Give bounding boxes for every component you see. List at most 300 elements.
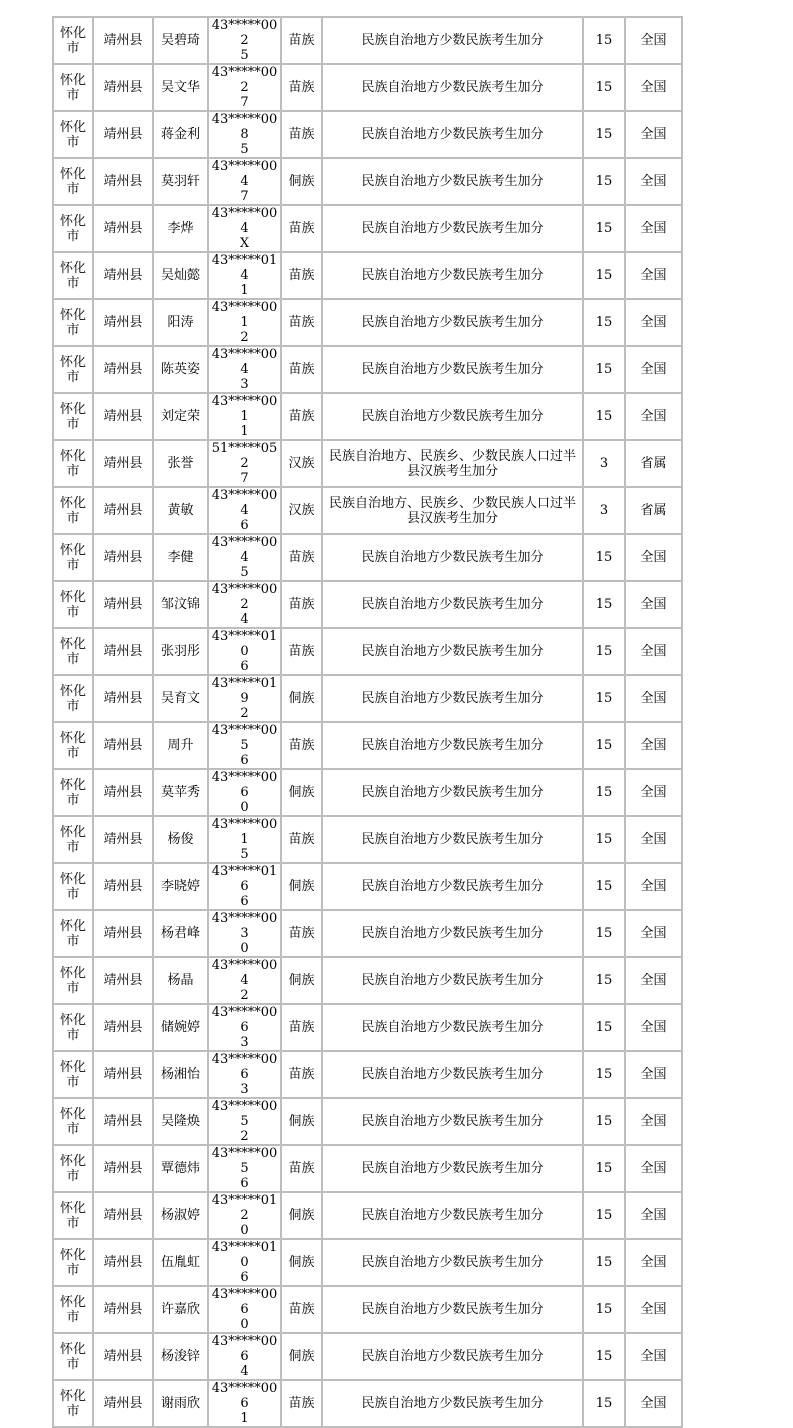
bonus-item-cell: 民族自治地方少数民族考生加分 bbox=[323, 1146, 582, 1191]
city-cell: 怀化市 bbox=[54, 206, 92, 251]
city-cell: 怀化市 bbox=[54, 1146, 92, 1191]
id-number-cell bbox=[209, 347, 280, 392]
ethnicity-cell: 苗族 bbox=[282, 1381, 321, 1426]
id-number-top: 43*****019 bbox=[211, 676, 278, 706]
id-number-bottom: 6 bbox=[240, 1176, 249, 1191]
scope-cell: 全国 bbox=[626, 1334, 681, 1379]
id-number-top: 43*****005 bbox=[211, 1146, 278, 1176]
ethnicity-cell: 苗族 bbox=[282, 1005, 321, 1050]
scope-cell: 全国 bbox=[626, 1099, 681, 1144]
city-cell: 怀化市 bbox=[54, 441, 92, 486]
county-cell: 靖州县 bbox=[94, 1287, 152, 1332]
table-row bbox=[54, 864, 681, 909]
id-number-top: 43*****002 bbox=[211, 18, 278, 48]
table-row bbox=[54, 65, 681, 110]
bonus-item-cell: 民族自治地方少数民族考生加分 bbox=[323, 817, 582, 862]
city-cell: 怀化市 bbox=[54, 1005, 92, 1050]
id-number-cell bbox=[209, 864, 280, 909]
bonus-points-cell: 15 bbox=[584, 253, 624, 298]
county-cell: 靖州县 bbox=[94, 488, 152, 533]
bonus-points-cell: 15 bbox=[584, 1099, 624, 1144]
ethnicity-cell: 侗族 bbox=[282, 1193, 321, 1238]
id-number-bottom: 6 bbox=[240, 1270, 249, 1285]
city-cell: 怀化市 bbox=[54, 864, 92, 909]
table-row bbox=[54, 300, 681, 345]
bonus-item-cell: 民族自治地方少数民族考生加分 bbox=[323, 65, 582, 110]
id-number-top: 43*****008 bbox=[211, 112, 278, 142]
id-number-top: 43*****004 bbox=[211, 159, 278, 189]
id-number-bottom: 7 bbox=[240, 95, 249, 110]
name-cell: 伍胤虹 bbox=[154, 1240, 207, 1285]
scope-cell: 全国 bbox=[626, 159, 681, 204]
county-cell: 靖州县 bbox=[94, 1005, 152, 1050]
city-cell: 怀化市 bbox=[54, 911, 92, 956]
county-cell: 靖州县 bbox=[94, 206, 152, 251]
id-number-cell bbox=[209, 1005, 280, 1050]
bonus-item-cell: 民族自治地方少数民族考生加分 bbox=[323, 112, 582, 157]
name-cell: 吴文华 bbox=[154, 65, 207, 110]
id-number-cell bbox=[209, 112, 280, 157]
bonus-item-cell: 民族自治地方少数民族考生加分 bbox=[323, 206, 582, 251]
county-cell: 靖州县 bbox=[94, 300, 152, 345]
table-row bbox=[54, 958, 681, 1003]
bonus-points-cell: 15 bbox=[584, 582, 624, 627]
county-cell: 靖州县 bbox=[94, 629, 152, 674]
scope-cell: 全国 bbox=[626, 1052, 681, 1097]
name-cell: 李晓婷 bbox=[154, 864, 207, 909]
id-number-cell bbox=[209, 1146, 280, 1191]
bonus-points-cell: 15 bbox=[584, 1193, 624, 1238]
name-cell: 谢雨欣 bbox=[154, 1381, 207, 1426]
table-row bbox=[54, 441, 681, 486]
id-number-cell bbox=[209, 1052, 280, 1097]
id-number-bottom: 5 bbox=[240, 565, 249, 580]
city-cell: 怀化市 bbox=[54, 629, 92, 674]
bonus-points-cell: 15 bbox=[584, 18, 624, 63]
id-number-cell bbox=[209, 770, 280, 815]
table-row bbox=[54, 770, 681, 815]
bonus-item-cell: 民族自治地方少数民族考生加分 bbox=[323, 535, 582, 580]
table-row bbox=[54, 18, 681, 63]
ethnicity-cell: 苗族 bbox=[282, 112, 321, 157]
city-cell: 怀化市 bbox=[54, 770, 92, 815]
bonus-points-cell: 15 bbox=[584, 1005, 624, 1050]
scope-cell: 全国 bbox=[626, 1005, 681, 1050]
name-cell: 杨君峰 bbox=[154, 911, 207, 956]
scope-cell: 全国 bbox=[626, 770, 681, 815]
ethnicity-cell: 侗族 bbox=[282, 1334, 321, 1379]
id-number-cell bbox=[209, 629, 280, 674]
scope-cell: 全国 bbox=[626, 629, 681, 674]
id-number-cell bbox=[209, 1381, 280, 1426]
id-number-top: 43*****003 bbox=[211, 911, 278, 941]
id-number-top: 43*****005 bbox=[211, 723, 278, 753]
bonus-points-cell: 15 bbox=[584, 911, 624, 956]
id-number-bottom: 5 bbox=[240, 48, 249, 63]
id-number-cell bbox=[209, 394, 280, 439]
id-number-bottom: 6 bbox=[240, 753, 249, 768]
county-cell: 靖州县 bbox=[94, 864, 152, 909]
id-number-top: 43*****010 bbox=[211, 629, 278, 659]
bonus-item-cell: 民族自治地方少数民族考生加分 bbox=[323, 394, 582, 439]
scope-cell: 全国 bbox=[626, 347, 681, 392]
id-number-bottom: 2 bbox=[240, 330, 249, 345]
bonus-points-cell: 15 bbox=[584, 676, 624, 721]
county-cell: 靖州县 bbox=[94, 1334, 152, 1379]
id-number-top: 43*****006 bbox=[211, 1005, 278, 1035]
id-number-cell bbox=[209, 253, 280, 298]
city-cell: 怀化市 bbox=[54, 1334, 92, 1379]
bonus-item-cell: 民族自治地方少数民族考生加分 bbox=[323, 1287, 582, 1332]
bonus-points-cell: 15 bbox=[584, 1146, 624, 1191]
name-cell: 黄敏 bbox=[154, 488, 207, 533]
id-number-bottom: 5 bbox=[240, 142, 249, 157]
city-cell: 怀化市 bbox=[54, 535, 92, 580]
bonus-item-cell: 民族自治地方少数民族考生加分 bbox=[323, 629, 582, 674]
name-cell: 莫苹秀 bbox=[154, 770, 207, 815]
name-cell: 邹汶锦 bbox=[154, 582, 207, 627]
table-row bbox=[54, 535, 681, 580]
id-number-bottom: 0 bbox=[240, 1317, 249, 1332]
city-cell: 怀化市 bbox=[54, 582, 92, 627]
name-cell: 周升 bbox=[154, 723, 207, 768]
id-number-top: 43*****004 bbox=[211, 958, 278, 988]
county-cell: 靖州县 bbox=[94, 1193, 152, 1238]
county-cell: 靖州县 bbox=[94, 441, 152, 486]
ethnicity-cell: 苗族 bbox=[282, 253, 321, 298]
ethnicity-cell: 侗族 bbox=[282, 676, 321, 721]
id-number-bottom: X bbox=[239, 236, 250, 251]
id-number-bottom: 1 bbox=[240, 283, 249, 298]
id-number-cell bbox=[209, 582, 280, 627]
id-number-bottom: 1 bbox=[240, 1411, 249, 1426]
ethnicity-cell: 苗族 bbox=[282, 582, 321, 627]
ethnicity-cell: 汉族 bbox=[282, 488, 321, 533]
scope-cell: 全国 bbox=[626, 253, 681, 298]
county-cell: 靖州县 bbox=[94, 112, 152, 157]
bonus-points-cell: 15 bbox=[584, 1240, 624, 1285]
id-number-bottom: 6 bbox=[240, 518, 249, 533]
name-cell: 吴灿懿 bbox=[154, 253, 207, 298]
county-cell: 靖州县 bbox=[94, 18, 152, 63]
id-number-bottom: 4 bbox=[240, 1364, 249, 1379]
table-row bbox=[54, 1240, 681, 1285]
ethnicity-cell: 苗族 bbox=[282, 65, 321, 110]
ethnicity-cell: 苗族 bbox=[282, 206, 321, 251]
scope-cell: 全国 bbox=[626, 1240, 681, 1285]
city-cell: 怀化市 bbox=[54, 723, 92, 768]
table-row bbox=[54, 112, 681, 157]
city-cell: 怀化市 bbox=[54, 1240, 92, 1285]
name-cell: 刘定荣 bbox=[154, 394, 207, 439]
scope-cell: 全国 bbox=[626, 535, 681, 580]
bonus-points-cell: 15 bbox=[584, 394, 624, 439]
id-number-top: 43*****016 bbox=[211, 864, 278, 894]
county-cell: 靖州县 bbox=[94, 723, 152, 768]
table-row bbox=[54, 1381, 681, 1426]
name-cell: 陈英姿 bbox=[154, 347, 207, 392]
id-number-bottom: 0 bbox=[240, 941, 249, 956]
bonus-points-cell: 15 bbox=[584, 300, 624, 345]
city-cell: 怀化市 bbox=[54, 253, 92, 298]
county-cell: 靖州县 bbox=[94, 676, 152, 721]
table-row bbox=[54, 1146, 681, 1191]
bonus-item-cell: 民族自治地方、民族乡、少数民族人口过半县汉族考生加分 bbox=[323, 441, 582, 486]
id-number-bottom: 2 bbox=[240, 706, 249, 721]
bonus-points-cell: 15 bbox=[584, 770, 624, 815]
county-cell: 靖州县 bbox=[94, 394, 152, 439]
id-number-bottom: 2 bbox=[240, 1129, 249, 1144]
id-number-cell bbox=[209, 1334, 280, 1379]
id-number-bottom: 4 bbox=[240, 612, 249, 627]
id-number-bottom: 6 bbox=[240, 894, 249, 909]
ethnicity-cell: 苗族 bbox=[282, 394, 321, 439]
id-number-cell bbox=[209, 441, 280, 486]
scope-cell: 省属 bbox=[626, 441, 681, 486]
county-cell: 靖州县 bbox=[94, 535, 152, 580]
table-row bbox=[54, 206, 681, 251]
bonus-points-table bbox=[52, 16, 683, 1428]
id-number-bottom: 5 bbox=[240, 847, 249, 862]
scope-cell: 全国 bbox=[626, 817, 681, 862]
ethnicity-cell: 苗族 bbox=[282, 300, 321, 345]
table-row bbox=[54, 1287, 681, 1332]
id-number-top: 43*****006 bbox=[211, 1052, 278, 1082]
bonus-item-cell: 民族自治地方少数民族考生加分 bbox=[323, 958, 582, 1003]
table-row bbox=[54, 488, 681, 533]
ethnicity-cell: 苗族 bbox=[282, 723, 321, 768]
id-number-top: 43*****010 bbox=[211, 1240, 278, 1270]
bonus-item-cell: 民族自治地方少数民族考生加分 bbox=[323, 1052, 582, 1097]
id-number-cell bbox=[209, 300, 280, 345]
id-number-bottom: 2 bbox=[240, 988, 249, 1003]
bonus-item-cell: 民族自治地方少数民族考生加分 bbox=[323, 159, 582, 204]
bonus-points-table-wrapper bbox=[52, 16, 683, 1428]
name-cell: 覃德炜 bbox=[154, 1146, 207, 1191]
bonus-points-cell: 15 bbox=[584, 864, 624, 909]
bonus-points-cell: 15 bbox=[584, 206, 624, 251]
bonus-item-cell: 民族自治地方少数民族考生加分 bbox=[323, 1193, 582, 1238]
county-cell: 靖州县 bbox=[94, 65, 152, 110]
scope-cell: 全国 bbox=[626, 206, 681, 251]
name-cell: 杨俊 bbox=[154, 817, 207, 862]
table-row bbox=[54, 676, 681, 721]
table-body bbox=[54, 18, 681, 1426]
id-number-top: 43*****012 bbox=[211, 1193, 278, 1223]
id-number-bottom: 0 bbox=[240, 800, 249, 815]
scope-cell: 全国 bbox=[626, 18, 681, 63]
id-number-cell bbox=[209, 911, 280, 956]
county-cell: 靖州县 bbox=[94, 770, 152, 815]
ethnicity-cell: 苗族 bbox=[282, 347, 321, 392]
ethnicity-cell: 苗族 bbox=[282, 629, 321, 674]
ethnicity-cell: 苗族 bbox=[282, 535, 321, 580]
city-cell: 怀化市 bbox=[54, 676, 92, 721]
bonus-points-cell: 15 bbox=[584, 112, 624, 157]
id-number-cell bbox=[209, 1287, 280, 1332]
bonus-points-cell: 3 bbox=[584, 441, 624, 486]
city-cell: 怀化市 bbox=[54, 112, 92, 157]
ethnicity-cell: 侗族 bbox=[282, 958, 321, 1003]
bonus-points-cell: 15 bbox=[584, 1287, 624, 1332]
id-number-cell bbox=[209, 1193, 280, 1238]
id-number-top: 43*****004 bbox=[211, 488, 278, 518]
city-cell: 怀化市 bbox=[54, 817, 92, 862]
id-number-top: 43*****006 bbox=[211, 1381, 278, 1411]
id-number-bottom: 3 bbox=[240, 377, 249, 392]
county-cell: 靖州县 bbox=[94, 159, 152, 204]
id-number-cell bbox=[209, 206, 280, 251]
county-cell: 靖州县 bbox=[94, 1381, 152, 1426]
bonus-points-cell: 15 bbox=[584, 817, 624, 862]
id-number-bottom: 0 bbox=[240, 1223, 249, 1238]
id-number-top: 43*****006 bbox=[211, 1334, 278, 1364]
bonus-item-cell: 民族自治地方少数民族考生加分 bbox=[323, 253, 582, 298]
name-cell: 杨湘怡 bbox=[154, 1052, 207, 1097]
city-cell: 怀化市 bbox=[54, 958, 92, 1003]
ethnicity-cell: 苗族 bbox=[282, 1146, 321, 1191]
ethnicity-cell: 苗族 bbox=[282, 911, 321, 956]
name-cell: 杨晶 bbox=[154, 958, 207, 1003]
scope-cell: 省属 bbox=[626, 488, 681, 533]
city-cell: 怀化市 bbox=[54, 1099, 92, 1144]
county-cell: 靖州县 bbox=[94, 1146, 152, 1191]
bonus-points-cell: 15 bbox=[584, 1334, 624, 1379]
scope-cell: 全国 bbox=[626, 394, 681, 439]
county-cell: 靖州县 bbox=[94, 911, 152, 956]
table-row bbox=[54, 1052, 681, 1097]
city-cell: 怀化市 bbox=[54, 1052, 92, 1097]
scope-cell: 全国 bbox=[626, 582, 681, 627]
table-row bbox=[54, 1334, 681, 1379]
id-number-top: 43*****006 bbox=[211, 770, 278, 800]
name-cell: 储婉婷 bbox=[154, 1005, 207, 1050]
bonus-item-cell: 民族自治地方少数民族考生加分 bbox=[323, 723, 582, 768]
id-number-top: 43*****004 bbox=[211, 206, 278, 236]
ethnicity-cell: 苗族 bbox=[282, 1052, 321, 1097]
id-number-top: 43*****006 bbox=[211, 1287, 278, 1317]
id-number-bottom: 1 bbox=[240, 424, 249, 439]
name-cell: 杨淑婷 bbox=[154, 1193, 207, 1238]
scope-cell: 全国 bbox=[626, 864, 681, 909]
table-row bbox=[54, 1005, 681, 1050]
id-number-top: 51*****052 bbox=[211, 441, 278, 471]
bonus-item-cell: 民族自治地方少数民族考生加分 bbox=[323, 1005, 582, 1050]
scope-cell: 全国 bbox=[626, 1381, 681, 1426]
scope-cell: 全国 bbox=[626, 112, 681, 157]
bonus-item-cell: 民族自治地方少数民族考生加分 bbox=[323, 1099, 582, 1144]
scope-cell: 全国 bbox=[626, 65, 681, 110]
bonus-points-cell: 3 bbox=[584, 488, 624, 533]
id-number-bottom: 7 bbox=[240, 189, 249, 204]
ethnicity-cell: 侗族 bbox=[282, 1240, 321, 1285]
id-number-cell bbox=[209, 1240, 280, 1285]
county-cell: 靖州县 bbox=[94, 1099, 152, 1144]
bonus-points-cell: 15 bbox=[584, 535, 624, 580]
id-number-cell bbox=[209, 817, 280, 862]
county-cell: 靖州县 bbox=[94, 1052, 152, 1097]
name-cell: 李烨 bbox=[154, 206, 207, 251]
table-row bbox=[54, 582, 681, 627]
id-number-top: 43*****004 bbox=[211, 347, 278, 377]
bonus-item-cell: 民族自治地方少数民族考生加分 bbox=[323, 1240, 582, 1285]
id-number-top: 43*****004 bbox=[211, 535, 278, 565]
id-number-cell bbox=[209, 535, 280, 580]
bonus-item-cell: 民族自治地方少数民族考生加分 bbox=[323, 1381, 582, 1426]
bonus-points-cell: 15 bbox=[584, 958, 624, 1003]
ethnicity-cell: 苗族 bbox=[282, 18, 321, 63]
name-cell: 吴碧琦 bbox=[154, 18, 207, 63]
table-row bbox=[54, 347, 681, 392]
id-number-cell bbox=[209, 18, 280, 63]
scope-cell: 全国 bbox=[626, 958, 681, 1003]
id-number-cell bbox=[209, 676, 280, 721]
id-number-top: 43*****001 bbox=[211, 394, 278, 424]
bonus-item-cell: 民族自治地方少数民族考生加分 bbox=[323, 864, 582, 909]
table-row bbox=[54, 159, 681, 204]
table-row bbox=[54, 817, 681, 862]
bonus-item-cell: 民族自治地方少数民族考生加分 bbox=[323, 911, 582, 956]
bonus-item-cell: 民族自治地方少数民族考生加分 bbox=[323, 770, 582, 815]
city-cell: 怀化市 bbox=[54, 1287, 92, 1332]
city-cell: 怀化市 bbox=[54, 347, 92, 392]
id-number-cell bbox=[209, 723, 280, 768]
ethnicity-cell: 侗族 bbox=[282, 1099, 321, 1144]
county-cell: 靖州县 bbox=[94, 958, 152, 1003]
id-number-top: 43*****001 bbox=[211, 300, 278, 330]
id-number-top: 43*****002 bbox=[211, 582, 278, 612]
scope-cell: 全国 bbox=[626, 1287, 681, 1332]
scope-cell: 全国 bbox=[626, 676, 681, 721]
id-number-top: 43*****001 bbox=[211, 817, 278, 847]
bonus-points-cell: 15 bbox=[584, 1052, 624, 1097]
bonus-points-cell: 15 bbox=[584, 723, 624, 768]
id-number-top: 43*****002 bbox=[211, 65, 278, 95]
name-cell: 张誉 bbox=[154, 441, 207, 486]
city-cell: 怀化市 bbox=[54, 300, 92, 345]
county-cell: 靖州县 bbox=[94, 347, 152, 392]
city-cell: 怀化市 bbox=[54, 159, 92, 204]
bonus-points-cell: 15 bbox=[584, 347, 624, 392]
county-cell: 靖州县 bbox=[94, 817, 152, 862]
name-cell: 阳涛 bbox=[154, 300, 207, 345]
name-cell: 蒋金利 bbox=[154, 112, 207, 157]
ethnicity-cell: 侗族 bbox=[282, 770, 321, 815]
scope-cell: 全国 bbox=[626, 911, 681, 956]
id-number-cell bbox=[209, 65, 280, 110]
city-cell: 怀化市 bbox=[54, 1381, 92, 1426]
bonus-item-cell: 民族自治地方少数民族考生加分 bbox=[323, 676, 582, 721]
ethnicity-cell: 苗族 bbox=[282, 1287, 321, 1332]
ethnicity-cell: 汉族 bbox=[282, 441, 321, 486]
name-cell: 李健 bbox=[154, 535, 207, 580]
ethnicity-cell: 侗族 bbox=[282, 159, 321, 204]
bonus-item-cell: 民族自治地方、民族乡、少数民族人口过半县汉族考生加分 bbox=[323, 488, 582, 533]
bonus-points-cell: 15 bbox=[584, 1381, 624, 1426]
bonus-points-cell: 15 bbox=[584, 629, 624, 674]
ethnicity-cell: 苗族 bbox=[282, 817, 321, 862]
city-cell: 怀化市 bbox=[54, 65, 92, 110]
name-cell: 许嘉欣 bbox=[154, 1287, 207, 1332]
bonus-item-cell: 民族自治地方少数民族考生加分 bbox=[323, 300, 582, 345]
bonus-item-cell: 民族自治地方少数民族考生加分 bbox=[323, 18, 582, 63]
bonus-item-cell: 民族自治地方少数民族考生加分 bbox=[323, 582, 582, 627]
id-number-bottom: 3 bbox=[240, 1035, 249, 1050]
county-cell: 靖州县 bbox=[94, 1240, 152, 1285]
table-row bbox=[54, 723, 681, 768]
table-row bbox=[54, 394, 681, 439]
scope-cell: 全国 bbox=[626, 1193, 681, 1238]
